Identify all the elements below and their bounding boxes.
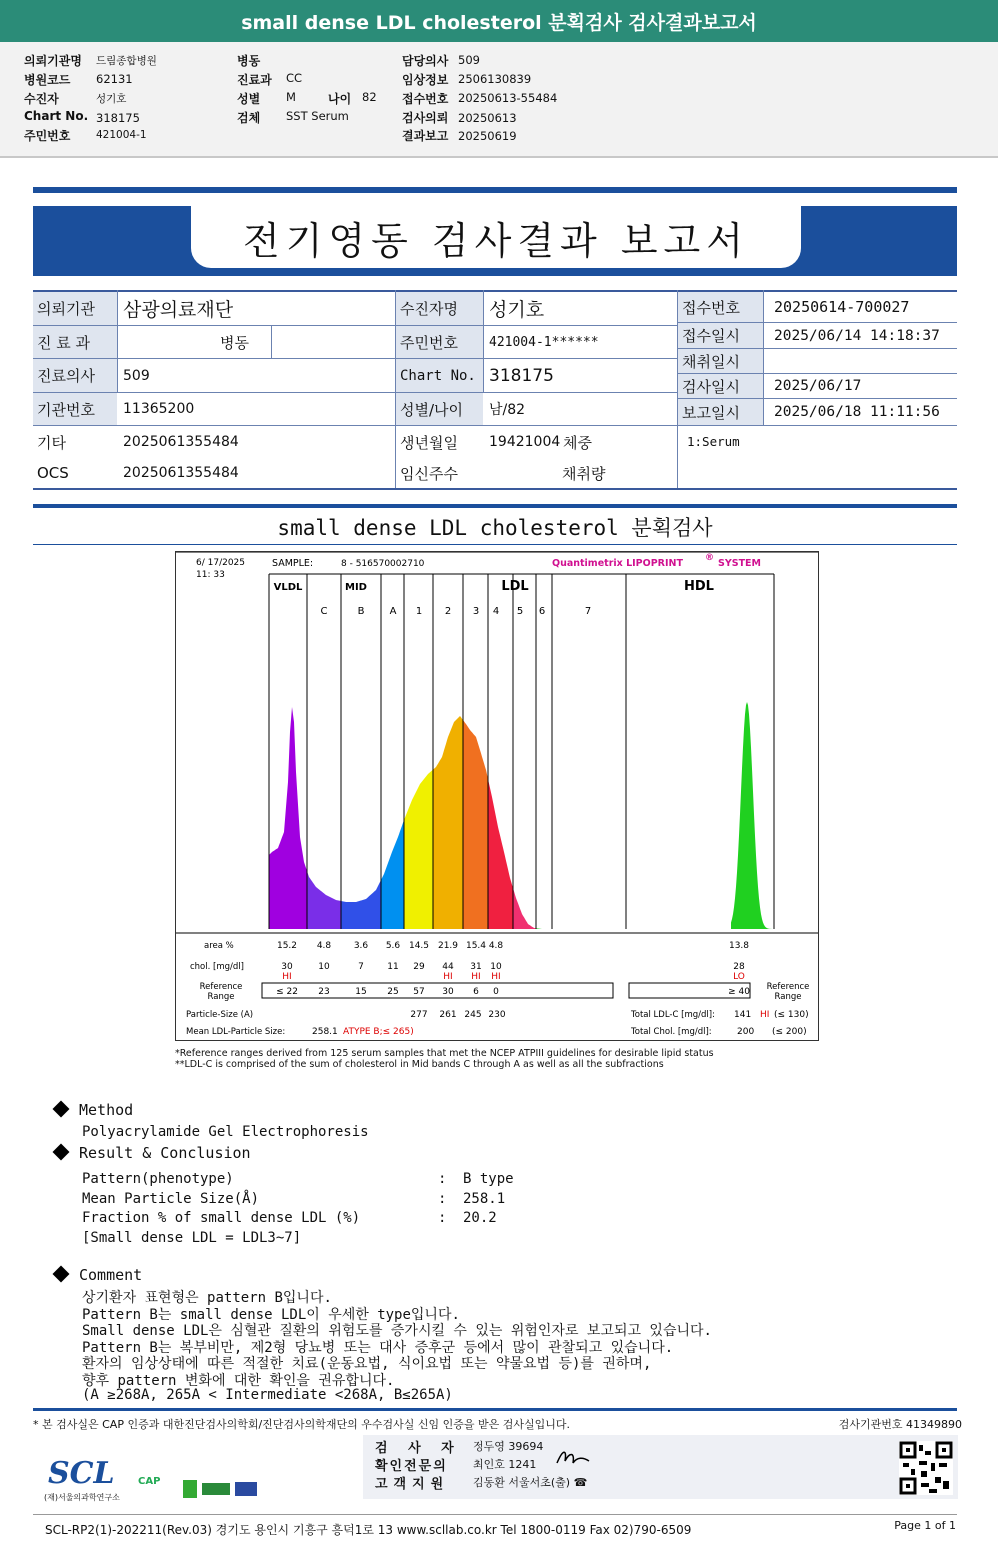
id-value: 421004-1 [96, 129, 147, 141]
ref-value: 30 [442, 987, 454, 997]
cap-cert-badge [138, 1476, 180, 1496]
chart-band-fill [463, 720, 488, 929]
patient-name-value: 성기호 [489, 299, 545, 321]
age-value: 82 [362, 90, 377, 104]
area-row-label: area % [204, 941, 234, 951]
area-value: 21.9 [437, 941, 459, 951]
result-row-value: B type [463, 1171, 514, 1187]
ref-value: 23 [318, 987, 330, 997]
particle-value: 245 [464, 1010, 482, 1020]
code-value: 62131 [96, 72, 133, 86]
chart-band-fill [381, 820, 404, 929]
inst-value: 11365200 [123, 401, 195, 417]
examiner-value: 정두영 39694 [473, 1440, 544, 1453]
band-label: 5 [516, 606, 524, 617]
sex-label: 성별 [237, 92, 261, 106]
comment-line: Pattern B는 복부비만, 제2형 당뇨병 또는 대사 증후군 등에서 많이 관찰되고 있습니다. [82, 1340, 674, 1356]
cert-logo-icon [202, 1483, 230, 1495]
receipt-value: 20250613-55484 [458, 91, 558, 105]
clinical-value: 2506130839 [458, 72, 532, 86]
volume-label: 채취량 [562, 464, 606, 483]
particle-value: 261 [439, 1010, 457, 1020]
band-label: B [357, 606, 365, 617]
area-value: 4.8 [316, 941, 332, 951]
ref-value: 0 [493, 987, 499, 997]
org-value: 삼광의료재단 [123, 299, 234, 321]
chart-band-fill [513, 888, 536, 929]
result-row-label: Mean Particle Size(Å) [82, 1191, 260, 1207]
page-number: Page 1 of 1 [894, 1519, 956, 1532]
sample-label: SAMPLE: [272, 558, 314, 569]
sex-value: M [286, 90, 296, 104]
clinical-label: 임상정보 [402, 73, 449, 87]
footnote-2: **LDL-C is comprised of the sum of cholesterol in Mid bands C through A as well as all the subfractions [175, 1059, 664, 1070]
hospital-label: 의뢰기관명 [24, 54, 82, 68]
doctor-label: 담당의사 [402, 54, 449, 68]
scl-logo-sub: (재)서울의과학연구소 [44, 1493, 120, 1502]
band-label: A [389, 606, 397, 617]
ref-value: 15 [355, 987, 367, 997]
colon: : [438, 1210, 447, 1226]
sex-age-value: 남/82 [489, 402, 526, 418]
chart-band-fill [341, 880, 381, 929]
test-value: 2025/06/17 [774, 378, 862, 394]
report-time-value: 2025/06/18 11:11:56 [774, 404, 940, 420]
brand-registered-mark: ® [705, 553, 714, 563]
area-value: 15.2 [276, 941, 298, 951]
hdl-ref-value: ≥ 40 [728, 987, 750, 997]
birth-value: 19421004 [489, 434, 561, 450]
request-label: 검사의뢰 [402, 111, 449, 125]
doctor-value: 509 [458, 53, 480, 67]
patient-name-label: 수진자명 [396, 292, 483, 325]
total-chol-ref: (≤ 200) [772, 1027, 807, 1037]
total-ldl-label: Total LDL-C [mg/dl]: [631, 1010, 715, 1020]
receipt-no-label: 접수번호 [678, 292, 763, 322]
dept-label: 진료과 [237, 73, 272, 87]
mean-flag: ATYPE B;≤ 265) [343, 1027, 414, 1037]
comment-line: Pattern B는 small dense LDL이 우세한 type입니다. [82, 1307, 460, 1323]
hospital-value: 드림종합병원 [96, 55, 157, 67]
band-label: 3 [472, 606, 480, 617]
chart-time: 11: 33 [196, 570, 225, 580]
chart-band-fill [404, 770, 433, 929]
comment-line: 상기환자 표현형은 pattern B입니다. [82, 1290, 332, 1306]
chart-label: Chart No. [24, 109, 89, 123]
lab-code: 검사기관번호 41349890 [838, 1418, 962, 1431]
chol-flag: HI [443, 972, 453, 982]
area-value: 14.5 [408, 941, 430, 951]
signature-icon [555, 1447, 591, 1469]
area-value: 4.8 [488, 941, 504, 951]
zone-label: MID [345, 582, 367, 593]
zone-label: HDL [684, 579, 714, 594]
chart-date: 6/ 17/2025 [196, 558, 246, 568]
specimen-value: 1:Serum [687, 433, 740, 449]
area-value: 15.4 [465, 941, 487, 951]
receipt-time-label: 접수일시 [678, 323, 763, 348]
support-label: 고객지원 [375, 1477, 450, 1492]
rrn-label: 주민번호 [396, 326, 483, 358]
patient-info-table [33, 290, 957, 490]
chol-value: 7 [358, 962, 364, 972]
scl-logo: SCL [48, 1456, 115, 1491]
rrn-value: 421004-1****** [489, 334, 599, 350]
ocs-value: 2025061355484 [123, 465, 239, 481]
patient-value: 성기호 [96, 93, 127, 105]
ref-value: ≤ 22 [276, 987, 298, 997]
chol-value: 30 [281, 962, 293, 972]
mean-label: Mean LDL-Particle Size: [186, 1027, 286, 1037]
band-label: 6 [538, 606, 546, 617]
org-label: 의뢰기관 [33, 292, 117, 325]
area-value: 3.6 [353, 941, 369, 951]
specimen-value: SST Serum [286, 109, 349, 123]
age-label: 나이 [328, 92, 352, 106]
request-value: 20250613 [458, 111, 517, 125]
report-label: 결과보고 [402, 129, 449, 143]
hdl-chol-value: 28 [733, 962, 745, 972]
ocs-label: OCS [37, 464, 69, 482]
ref-value: 6 [473, 987, 479, 997]
report-value: 20250619 [458, 129, 517, 143]
result-note: [Small dense LDL = LDL3~7] [82, 1230, 302, 1246]
patient-label: 수진자 [24, 92, 59, 106]
ref-value: 57 [413, 987, 425, 997]
bullet-icon [53, 1100, 70, 1117]
test-label: 검사일시 [678, 374, 763, 398]
birth-label: 생년월일 [400, 433, 458, 452]
report-time-label: 보고일시 [678, 399, 763, 425]
ref-right-label: Reference [766, 982, 810, 992]
chol-value: 31 [470, 962, 482, 972]
code-label: 병원코드 [24, 73, 71, 87]
dept-value: 병동 [220, 333, 249, 352]
report-title: 전기영동 검사결과 보고서 [191, 206, 801, 268]
band-label: C [320, 606, 328, 617]
band-label: 2 [444, 606, 452, 617]
chart-band-fill [307, 871, 341, 929]
lipoprint-chart [175, 551, 819, 1041]
mean-value: 258.1 [312, 1027, 338, 1037]
chol-value: 29 [413, 962, 425, 972]
brand-suffix: SYSTEM [718, 558, 761, 569]
chol-value: 10 [490, 962, 502, 972]
result-row-value: 20.2 [463, 1210, 497, 1226]
weight-label: 체중 [563, 433, 592, 452]
bullet-icon [53, 1265, 70, 1282]
total-chol-value: 200 [737, 1027, 755, 1037]
particle-label: Particle-Size (A) [186, 1010, 254, 1020]
total-ldl-ref: (≤ 130) [774, 1010, 809, 1020]
cert-logo-icon [235, 1482, 257, 1496]
chart-band-fill [536, 928, 542, 929]
result-row-value: 258.1 [463, 1191, 506, 1207]
comment-line: Small dense LDL은 심혈관 질환의 위험도를 증가시킬 수 있는 위험인자로 보고되고 있습니다. [82, 1323, 712, 1339]
receipt-label: 접수번호 [402, 92, 449, 106]
etc-value: 2025061355484 [123, 434, 239, 450]
comment-line: 향후 pattern 변화에 대한 확인을 권유합니다. [82, 1373, 395, 1389]
sex-age-label: 성별/나이 [396, 393, 483, 425]
id-label: 주민번호 [24, 129, 71, 143]
inst-label: 기관번호 [33, 393, 117, 425]
zone-label: LDL [501, 579, 529, 594]
zone-label: VLDL [273, 582, 303, 593]
chol-flag: HI [471, 972, 481, 982]
total-ldl-flag: HI [760, 1010, 770, 1020]
etc-label: 기타 [37, 433, 66, 452]
comment-heading: Comment [55, 1266, 142, 1284]
divider [33, 544, 957, 545]
ref-label: Reference [199, 982, 243, 992]
comment-line: (A ≥268A, 265A < Intermediate <268A, B≤265A) [82, 1387, 453, 1403]
chol-value: 44 [442, 962, 454, 972]
chol-flag: HI [491, 972, 501, 982]
colon: : [438, 1171, 447, 1187]
footer-address: SCL-RP2(1)-202211(Rev.03) 경기도 용인시 기흥구 흥덕1로 13 www.scllab.co.kr Tel 1800-0119 Fax 02)790-6509 [45, 1523, 692, 1537]
specimen-label: 검체 [237, 111, 261, 125]
chol-value: 10 [318, 962, 330, 972]
cert-logo-icon [183, 1480, 197, 1498]
dept-label: 진 료 과 [33, 326, 117, 358]
chol-value: 11 [387, 962, 399, 972]
cap-badge-label: CAP [138, 1476, 161, 1487]
ref-label: Range [207, 992, 235, 1002]
collect-label: 채취일시 [678, 349, 763, 373]
preg-label: 임신주수 [400, 464, 458, 483]
ward-label: 병동 [237, 54, 261, 68]
chart-no-label: Chart No. [396, 359, 483, 392]
certification-note: * 본 검사실은 CAP 인증과 대한진단검사의학회/진단검사의학재단의 우수검사실 신임 인증을 받은 검사실입니다. [33, 1418, 571, 1431]
doctor-value: 509 [123, 367, 150, 384]
total-chol-label: Total Chol. [mg/dl]: [631, 1027, 712, 1037]
collect-value [770, 349, 956, 373]
chol-row-label: chol. [mg/dl] [190, 962, 244, 972]
total-ldl-value: 141 [734, 1010, 752, 1020]
receipt-no-value: 20250614-700027 [774, 298, 910, 316]
report-title-banner [33, 206, 957, 276]
hdl-chol-flag: LO [733, 972, 745, 982]
ref-right-label: Range [774, 992, 802, 1002]
dept-value: CC [286, 71, 303, 85]
bullet-icon [53, 1143, 70, 1160]
divider [33, 504, 957, 508]
chart-no-value: 318175 [489, 365, 554, 386]
specialist-label: 확인전문의 [375, 1459, 448, 1474]
chart-band-fill [488, 779, 513, 929]
comment-line: 환자의 임상상태에 따른 적절한 치료(운동요법, 식이요법 또는 약물요법 등)를 권하며, [82, 1356, 652, 1372]
specialist-value: 최인호 1241 [473, 1458, 537, 1471]
chart-band-fill [269, 707, 307, 929]
divider [33, 1514, 957, 1515]
receipt-time-value: 2025/06/14 14:18:37 [774, 327, 940, 344]
method-text: Polyacrylamide Gel Electrophoresis [82, 1124, 369, 1140]
support-value: 김동환 서울서초(출) ☎ [473, 1476, 588, 1489]
divider [33, 1408, 957, 1411]
doctor-label: 진료의사 [33, 359, 117, 392]
chart-band-fill [433, 716, 463, 929]
ref-value: 25 [387, 987, 399, 997]
hdl-area-value: 13.8 [728, 941, 750, 951]
result-row-label: Pattern(phenotype) [82, 1171, 234, 1187]
brand-label: Quantimetrix LIPOPRINT [552, 558, 683, 569]
electrophoresis-graph [176, 552, 818, 1040]
chol-flag: HI [282, 972, 292, 982]
band-label: 4 [492, 606, 500, 617]
particle-value: 277 [410, 1010, 428, 1020]
band-label: 7 [584, 606, 592, 617]
result-heading: Result & Conclusion [55, 1144, 251, 1162]
footnotes [175, 1048, 714, 1070]
footnote-1: *Reference ranges derived from 125 serum samples that met the NCEP ATPIII guidelines for desirable lipid status [175, 1048, 714, 1059]
method-heading: Method [55, 1101, 133, 1119]
band-label: 1 [415, 606, 423, 617]
report-header-title: small dense LDL cholesterol 분획검사 검사결과보고서 [0, 0, 998, 42]
particle-value: 230 [488, 1010, 506, 1020]
chart-value: 318175 [96, 111, 140, 125]
result-row-label: Fraction % of small dense LDL (%) [82, 1210, 361, 1226]
colon: : [438, 1191, 447, 1207]
examiner-label: 검 사 자 [375, 1441, 462, 1456]
ref-range-box [262, 983, 613, 998]
hdl-peak [731, 702, 776, 929]
signature-panel [363, 1435, 958, 1499]
divider [33, 187, 957, 193]
area-value: 5.6 [385, 941, 401, 951]
qr-code-icon [899, 1441, 953, 1495]
sample-value: 8 - 516570002710 [341, 559, 425, 569]
top-info-panel [0, 42, 998, 158]
section-title: small dense LDL cholesterol 분획검사 [277, 516, 713, 540]
